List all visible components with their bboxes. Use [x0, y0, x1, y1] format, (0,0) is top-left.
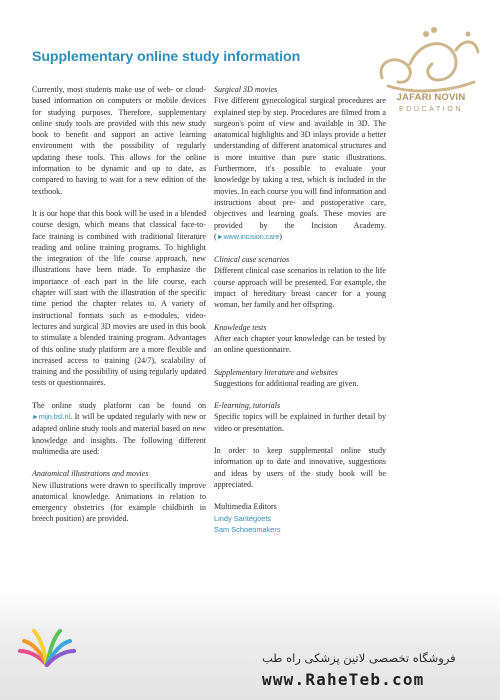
section-text: New illustrations were drawn to specifically improve anatomical knowledge. Animations in relation to emergency obstetrics (for example childbirth in breech position) are provided. — [32, 480, 206, 524]
store-name: فروشگاه تخصصی لاتین پزشکی راه طب — [262, 651, 456, 665]
editor-name: Lindy Santegoets — [214, 513, 272, 523]
editors-block — [214, 501, 386, 535]
section — [214, 254, 386, 310]
watermark-subtitle: EDUCATION — [398, 106, 464, 113]
editors-heading: Multimedia Editors — [214, 502, 277, 512]
incision-link[interactable]: ►www.incision.care — [216, 233, 280, 241]
section — [214, 367, 386, 390]
book-rainbow-logo-icon — [16, 625, 78, 673]
study-platform-link[interactable]: ►mijn.bsl.nl — [32, 414, 71, 422]
section-heading: Clinical case scenarios — [214, 255, 290, 265]
section-heading: Knowledge tests — [214, 322, 267, 332]
store-website[interactable]: www.RaheTeb.com — [262, 670, 425, 689]
section — [214, 400, 386, 434]
paragraph: It is our hope that this book will be used in a blended course design, which means that classical face-to-face training is combined with traditional literature reading and online training programs. To highlight the integration of the life course approach, new illustrations have been made. To emphasize the importance of each part in the life course, each chapter will start with the illustration of the specific time period the chapter relates to. A variety of instructional formats such as e-modules, video-lectures and surgical 3D movies are used in this book to stimulate a blended training program. Advantages of this online study platform are a more flexible and increased access to training (24/7), scalability of training and the possibility of using regularly updated tests or questionnaires. — [32, 208, 206, 388]
editor-name: Sam Schoenmakers — [214, 524, 281, 534]
paragraph: Currently, most students make use of web- or cloud-based information on computers or mobile devices for studying purposes. Therefore, supplementary online study tools are provided with this new study book to benefit and support an active learning environment with the possibility of regularly updating these tools. This allows for the online information to be dynamic and up to date, as compared to having to wait for a new edition of the textbook. — [32, 85, 206, 196]
section — [214, 84, 386, 243]
section-text: Suggestions for additional reading are given. — [214, 378, 359, 388]
section-text: ) — [279, 231, 282, 241]
section-heading: Supplementary literature and websites — [214, 367, 338, 377]
section-heading: Surgical 3D movies — [214, 85, 278, 94]
section-text: Specific topics will be explained in further detail by video or presentation. — [214, 412, 386, 433]
section-heading: E-learning, tutorials — [214, 401, 281, 411]
paragraph: In order to keep supplemental online study information up to date and innovative, suggestions and ideas by users of the study book will be appreciated. — [214, 446, 386, 489]
section-text: Different clinical case scenarios in relation to the life course approach will be presented. For example, the impact of hereditary breast cancer for a young woman, her family and her offspring. — [214, 266, 386, 310]
section-text: After each chapter your knowledge can be tested by an online questionnaire. — [214, 333, 386, 355]
section-text: Five different gynecological surgical procedures are explained step by step. Procedures are filmed from a surgeon's point of view and available in 3D. The anatomical highlights and 3D inlays provide a better understanding of different anatomical structures and is more intuitive than pure static illustrations. Furthermore, it's possible to evaluate your knowledge by taking a test, which is included in the movies. In each course you will find information and instructions about pre- and postoperative care, objectives and learning goals. These movies are provided by the Incision Academy. ( — [214, 96, 386, 241]
right-column — [214, 84, 386, 546]
section — [32, 468, 206, 524]
page-title: Supplementary online study information — [32, 49, 301, 65]
paragraph — [32, 400, 206, 457]
section — [214, 322, 386, 356]
watermark-brand: JAFARI NOVIN — [396, 92, 466, 103]
paragraph-text: The online study platform can be found on — [32, 400, 206, 410]
watermark-logo-icon — [368, 20, 486, 140]
paragraph-text: . It will be updated regularly with new or adapted online study tools and material based on new knowledge and insights. The following different multimedia are used: — [32, 412, 206, 456]
left-column — [32, 84, 206, 536]
section-heading: Anatomical illustrations and movies — [32, 469, 149, 479]
